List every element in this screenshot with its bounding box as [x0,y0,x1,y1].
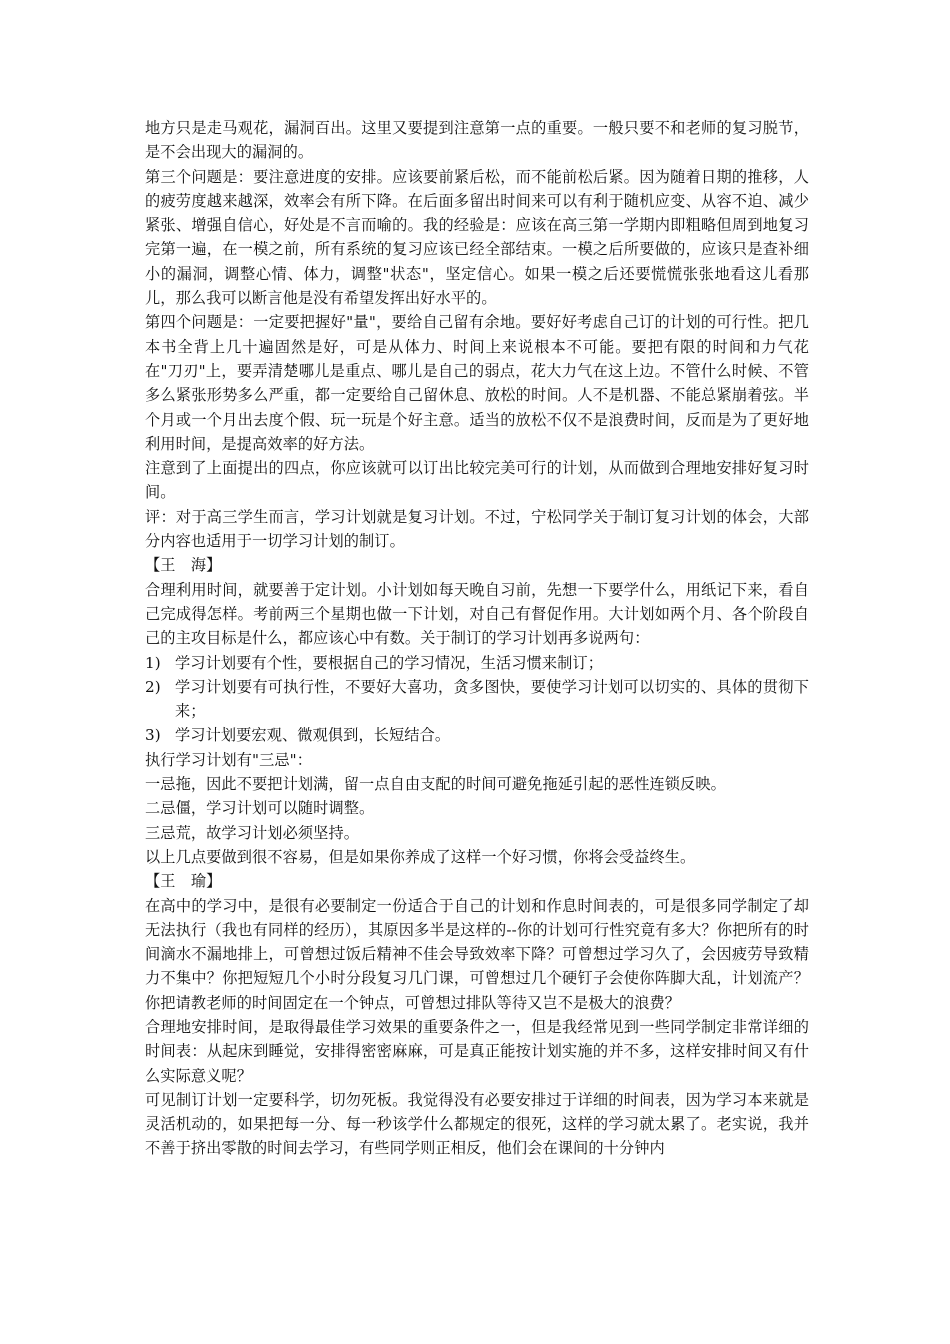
paragraph-comment: 评：对于高三学生而言，学习计划就是复习计划。不过，宁松同学关于制订复习计划的体会，大部分内容也适用于一切学习计划的制订。 [145,507,809,551]
paragraph-wanghai-closing: 以上几点要做到很不容易，但是如果你养成了这样一个好习惯，你将会受益终生。 [145,847,696,866]
paragraph-continuation: 地方只是走马观花，漏洞百出。这里又要提到注意第一点的重要。一般只要不和老师的复习脱节，是不会出现大的漏洞的。 [145,119,809,162]
paragraph-summary: 注意到了上面提出的四点，你应该就可以订出比较完美可行的计划，从而做到合理地安排好复习时间。 [145,459,809,502]
list-item-number: 3) [145,726,161,745]
paragraph-wangyu: 在高中的学习中，是很有必要制定一份适合于自己的计划和作息时间表的，可是很多同学制定了却无法执行（我也有同样的经历），其原因多半是这样的--你的计划可行性究竟有多大？你把所有的时间滴水不漏地排上，可曾想过饭后精神不佳会导致效率下降？可曾想过学习久了，会因疲劳导致精力不集中？你把短短几个小时分段复习几门课，可曾想过几个硬钉子会使你阵脚大乱，计划流产？你把请教老师的时间固定在一个钟点，可曾想过排队等待又岂不是极大的浪费？ [145,896,809,1012]
paragraph-wangyu: 可见制订计划一定要科学，切勿死板。我觉得没有必要安排过于详细的时间表，因为学习本来就是灵活机动的，如果把每一分、每一秒该学什么都规定的很死，这样的学习就太累了。老实说，我并不善于挤出零散的时间去学习，有些同学则正相反，他们会在课间的十分钟内 [145,1090,809,1158]
list-item [145,651,809,675]
list-item-number: 2) [145,677,161,696]
paragraph-third-issue: 第三个问题是：要注意进度的安排。应该要前紧后松，而不能前松后紧。因为随着日期的推移，人的疲劳度越来越深，效率会有所下降。在后面多留出时间来可以有利于随机应变、从容不迫、减少紧张、增强自信心，好处是不言而喻的。我的经验是：应该在高三第一学期内即粗略但周到地复习完第一遍，在一模之前，所有系统的复习应该已经全部结束。一模之后所要做的，应该只是查补细小的漏洞，调整心情、体力，调整"状态"，坚定信心。如果一模之后还要慌慌张张地看这儿看那儿，那么我可以断言他是没有希望发挥出好水平的。 [145,167,809,308]
list-item-text: 学习计划要宏观、微观俱到，长短结合。 [175,726,451,745]
section-heading-wangyu: 【王 瑜】 [145,872,222,891]
paragraph-taboo-title: 执行学习计划有"三忌"： [145,750,313,769]
list-item-text: 学习计划要有个性，要根据自己的学习情况，生活习惯来制订； [175,653,604,672]
paragraph-fourth-issue: 第四个问题是：一定要把握好"量"，要给自己留有余地。要好好考虑自己订的计划的可行性。把几本书全背上几十遍固然是好，可是从体力、时间上来说根本不可能。要把有限的时间和力气花在"刀刃"上，要弄清楚哪儿是重点、哪儿是自己的弱点，花大力气在这上边。不管什么时候、不管多么紧张形势多么严重，都一定要给自己留休息、放松的时间。人不是机器、不能总紧崩着弦。半个月或一个月出去度个假、玩一玩是个好主意。适当的放松不仅不是浪费时间，反而是为了更好地利用时间，是提高效率的好方法。 [145,313,809,453]
paragraph-wangyu: 合理地安排时间，是取得最佳学习效果的重要条件之一，但是我经常见到一些同学制定非常详细的时间表：从起床到睡觉，安排得密密麻麻，可是真正能按计划实施的并不多，这样安排时间又有什么实际意义呢？ [145,1017,809,1085]
document-page [145,116,809,1161]
paragraph-taboo-item: 一忌拖，因此不要把计划满，留一点自由支配的时间可避免拖延引起的恶性连锁反映。 [145,775,726,794]
section-heading-wanghai: 【王 海】 [145,556,222,575]
list-item-text: 学习计划要有可执行性，不要好大喜功，贪多图快，要使学习计划可以切实的、具体的贯彻下来； [175,677,809,721]
paragraph-wanghai-intro: 合理利用时间，就要善于定计划。小计划如每天晚自习前，先想一下要学什么，用纸记下来，看自己完成得怎样。考前两三个星期也做一下计划，对自己有督促作用。大计划如两个月、各个阶段自己的主攻目标是什么，都应该心中有数。关于制订的学习计划再多说两句： [145,580,809,648]
list-item [145,675,809,724]
paragraph-taboo-item: 二忌僵，学习计划可以随时调整。 [145,799,375,818]
list-item-number: 1) [145,653,161,672]
paragraph-taboo-item: 三忌荒，故学习计划必须坚持。 [145,823,360,842]
list-item [145,723,809,747]
